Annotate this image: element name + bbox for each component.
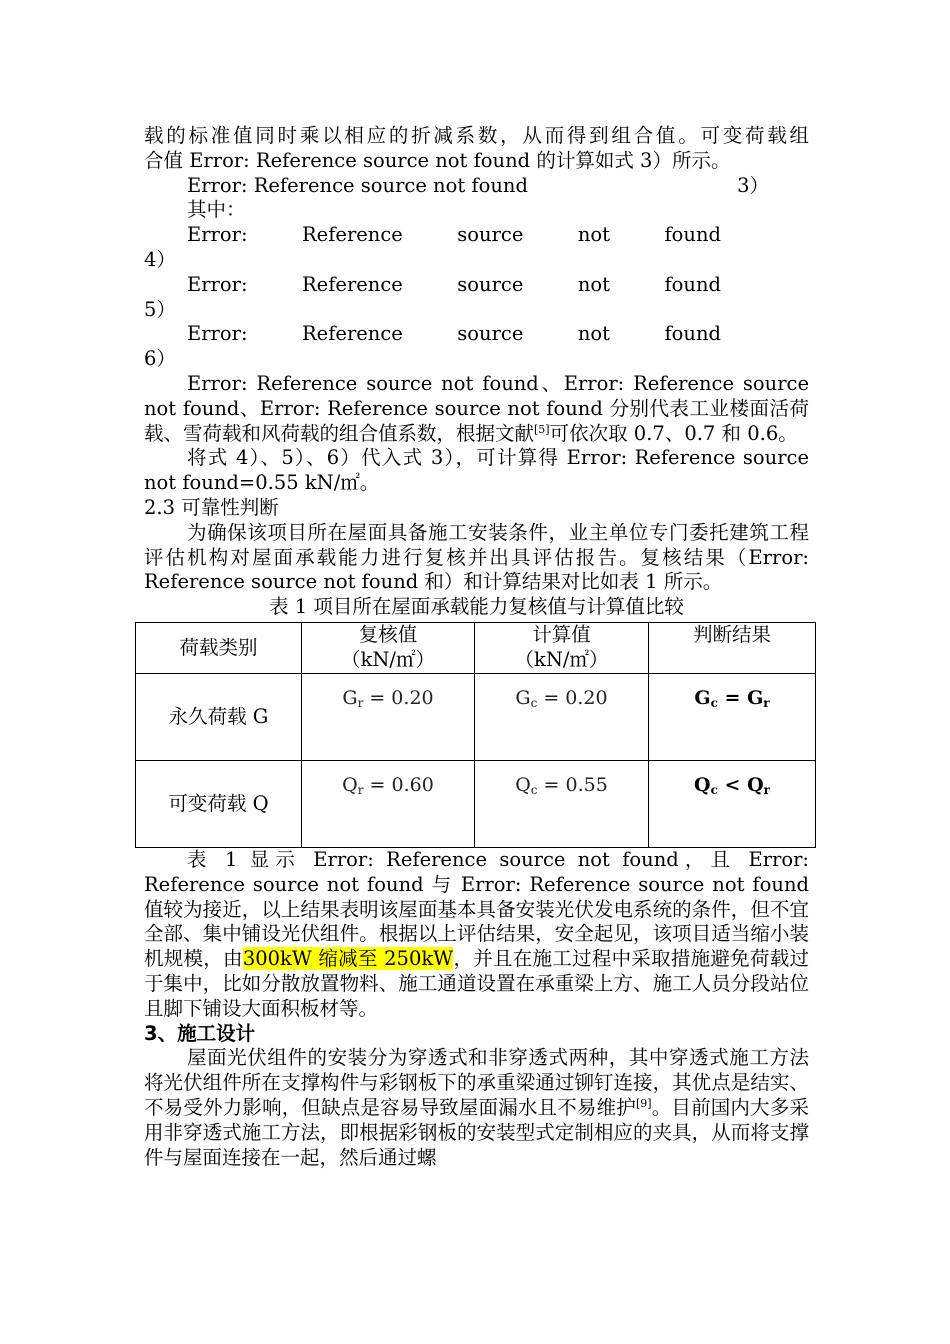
calc-value-cell: $G_c = 0.20$	[475, 673, 649, 760]
header-judgement: 判断结果	[649, 622, 816, 673]
equation-4-number: 4）	[144, 247, 176, 271]
section-heading-3: 3、施工设计	[144, 1021, 256, 1045]
equation-3	[144, 174, 809, 199]
paragraph-construction: 屋面光伏组件的安装分为穿透式和非穿透式两种，其中穿透式施工方法将光伏组件所在支撑构件与彩钢板下的承重梁通过铆钉连接，其优点是结实、不易受外力影响，但缺点是容易导致屋面漏水且不易维护[9]。目前国内大多采用非穿透式施工方法，即根据彩钢板的安装型式定制相应的夹具，从而将支撑件与屋面连接在一起，然后通过螺	[144, 1046, 809, 1169]
equation-6: Error: Reference source not found	[187, 322, 721, 346]
row-label-permanent: 永久荷载 G	[136, 673, 302, 760]
row-label-variable: 可变荷载 Q	[136, 760, 302, 847]
table-row	[136, 760, 816, 847]
equation-3-number: 3）	[737, 173, 769, 197]
table-row	[136, 673, 816, 760]
equation-6-number: 6）	[144, 347, 176, 371]
section-heading-2-3: 2.3 可靠性判断	[144, 495, 279, 519]
equation-3-text: Error: Reference source not found	[187, 173, 528, 197]
header-load-type: 荷载类别	[136, 622, 302, 673]
equation-4: Error: Reference source not found	[187, 223, 721, 247]
calc-value-cell: $Q_c = 0.55$	[475, 760, 649, 847]
header-calc-value: 计算值 （kN/㎡）	[475, 622, 649, 673]
citation-5: [5]	[534, 422, 550, 436]
review-value-cell: $Q_r = 0.60$	[302, 760, 475, 847]
load-comparison-table	[135, 622, 816, 848]
judgement-cell: $Q_c < Q_r$	[649, 760, 816, 847]
paragraph-coefficients: Error: Reference source not found、Error: Reference source not found、Error: Reference source not found 分别代表工业楼面活荷载、雪荷载和风荷载的组合值系数，根据文献[5]可依次取 0.7、0.7 和 0.6。	[144, 371, 809, 445]
table-caption: 表 1 项目所在屋面承载能力复核值与计算值比较	[269, 595, 684, 619]
judgement-cell: $G_c = G_r$	[649, 673, 816, 760]
para1-line1: 载的标准值同时乘以相应的折减系数，从而得到组合值。可变荷载组	[144, 124, 809, 147]
document-page	[144, 124, 809, 1170]
header-review-value: 复核值 （kN/㎡）	[302, 622, 475, 673]
equation-5: Error: Reference source not found	[187, 272, 721, 296]
highlighted-capacity-reduction: 300kW 缩减至 250kW	[242, 947, 454, 971]
review-value-cell: $G_r = 0.20$	[302, 673, 475, 760]
paragraph-substitution: 将式 4）、5）、6）代入式 3），可计算得 Error: Reference source not found=0.55 kN/㎡。	[144, 446, 809, 495]
equation-5-number: 5）	[144, 297, 176, 321]
paragraph-reliability: 为确保该项目所在屋面具备施工安装条件，业主单位专门委托建筑工程评估机构对屋面承载能力进行复核并出具评估报告。复核结果（Error: Reference source not found 和）和计算结果对比如表 1 所示。	[144, 520, 809, 594]
citation-9: [9]	[635, 1096, 652, 1110]
para1-line2: 合值 Error: Reference source not found 的计算如式 3）所示。	[144, 148, 731, 172]
table-header-row	[136, 622, 816, 673]
paragraph-table-result: 表 1 显示 Error: Reference source not found，且 Error: Reference source not found 与 Error: Reference source not found 值较为接近，以上结果表明该屋面基本具备安装光伏发电系统的条件，但不宜全部、集中铺设光伏组件。根据以上评估结果，安全起见，该项目适当缩小装机规模，由300kW 缩减至 250kW，并且在施工过程中采取措施避免荷载过于集中，比如分散放置物料、施工通道设置在承重梁上方、施工人员分段站位且脚下铺设大面积板材等。	[144, 847, 809, 1020]
qizhong-label: 其中：	[187, 198, 246, 222]
